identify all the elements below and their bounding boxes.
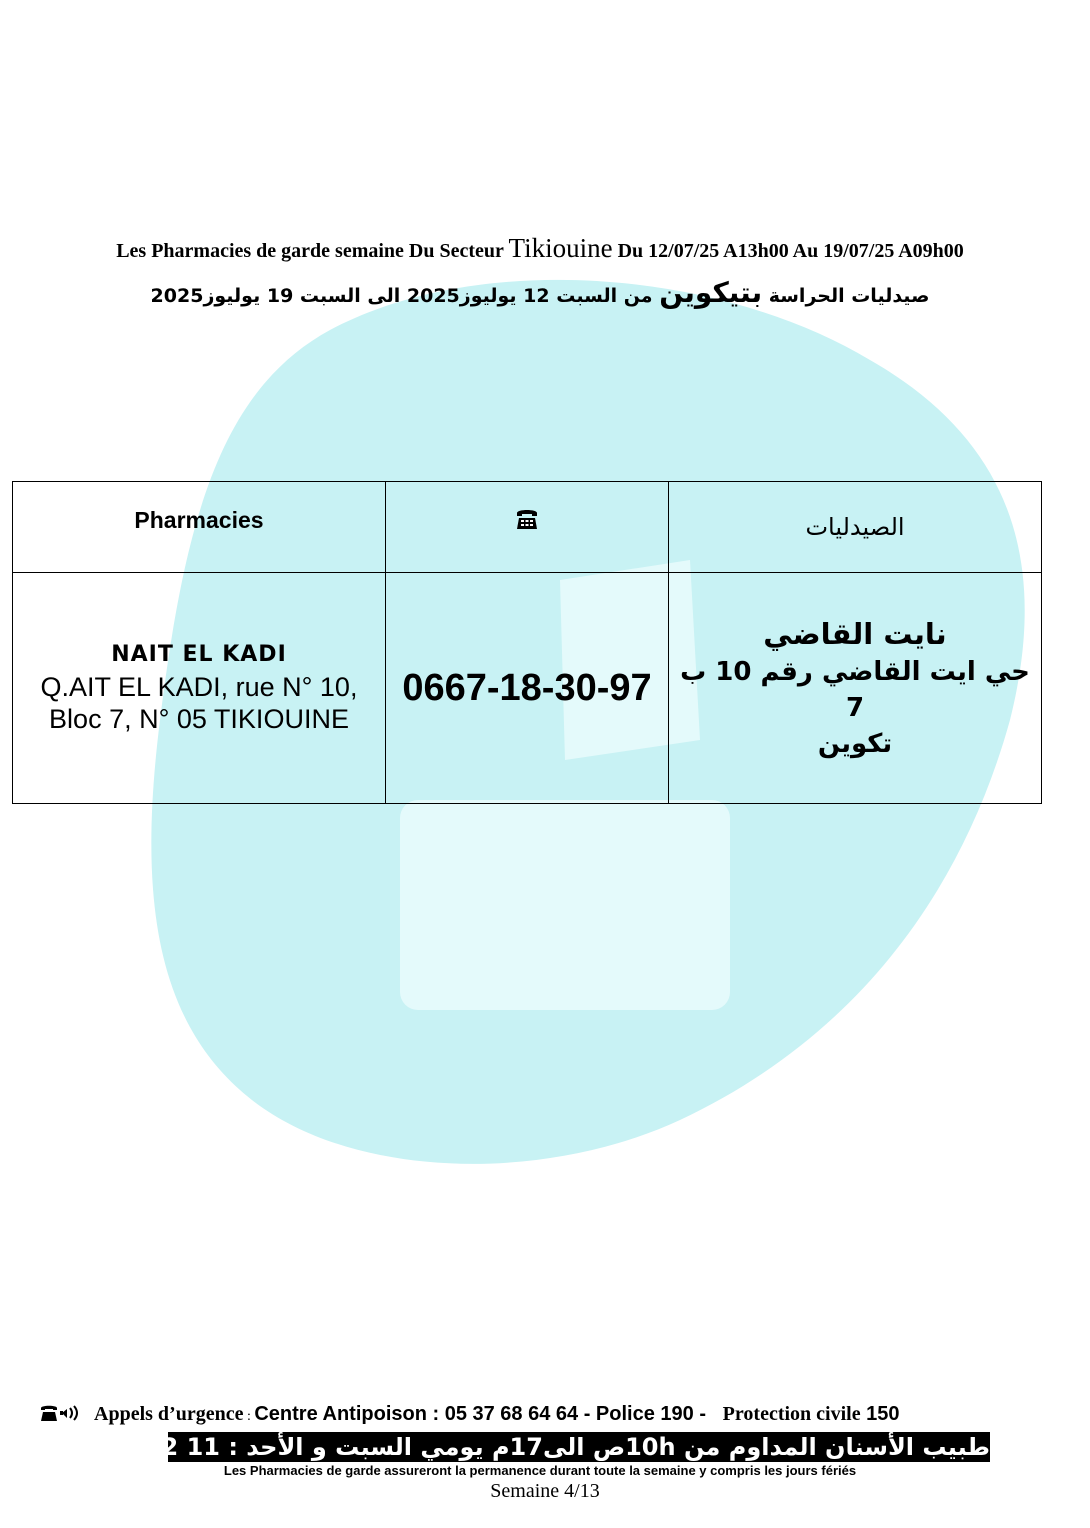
protection-civile-label: Protection civile bbox=[722, 1403, 861, 1425]
antipoison-police-text: Centre Antipoison : 05 37 68 64 64 - Police 190 - bbox=[254, 1403, 706, 1425]
header-cell-arabic bbox=[669, 482, 1042, 573]
title-arabic bbox=[0, 276, 1080, 309]
telephone-icon bbox=[514, 506, 540, 532]
pharmacy-phone: 0667-18-30-97 bbox=[402, 666, 652, 709]
title-ar-dates: من السبت 12 يوليوز2025 الى السبت 19 يوليوز2025 bbox=[150, 285, 660, 307]
protection-civile-number: 150 bbox=[860, 1403, 900, 1425]
permanence-note: Les Pharmacies de garde assureront la permanence durant toute la semaine y compris les jours fériés bbox=[223, 1463, 857, 1478]
dentist-on-duty-bar: طبيب الأسنان المداوم من 10hص الى17م يومي السبت و الأحد : 11 12 11 08 06 bbox=[19, 1433, 990, 1461]
pharmacy-phone-cell bbox=[386, 573, 669, 804]
title-fr-dates: Du 12/07/25 A13h00 Au 19/07/25 A09h00 bbox=[612, 240, 964, 262]
title-french bbox=[0, 233, 1080, 264]
title-fr-prefix: Les Pharmacies de garde semaine Du Secteur bbox=[116, 240, 509, 262]
pharmacy-address-line1: Q.AIT EL KADI, rue N° 10, bbox=[40, 671, 358, 702]
pharmacy-address-arabic-line2: تكوين bbox=[817, 729, 893, 759]
pharmacy-info-cell bbox=[13, 573, 386, 804]
header-cell-phone bbox=[386, 482, 669, 573]
pharmacy-address-line2: Bloc 7, N° 05 TIKIOUINE bbox=[49, 703, 349, 734]
header-pharmacies-label: Pharmacies bbox=[134, 506, 264, 533]
table-row bbox=[13, 573, 1042, 804]
header-cell-pharmacies bbox=[13, 482, 386, 573]
pharmacy-table bbox=[12, 481, 1042, 804]
title-ar-sector: بتيكوين bbox=[659, 276, 763, 309]
appels-urgence-label: Appels d’urgence bbox=[94, 1403, 244, 1425]
pharmacy-address-arabic-line1: حي ايت القاضي رقم 10 ب 7 bbox=[680, 657, 1030, 723]
title-ar-prefix: صيدليات الحراسة bbox=[762, 285, 930, 307]
week-number: Semaine 4/13 bbox=[490, 1480, 600, 1502]
phone-speaker-icon bbox=[40, 1403, 84, 1423]
table-header-row bbox=[13, 482, 1042, 573]
pharmacy-arabic-cell bbox=[669, 573, 1042, 804]
emergency-calls-line bbox=[40, 1403, 1000, 1426]
pharmacy-name: NAIT EL KADI bbox=[111, 641, 287, 667]
pharmacy-name-arabic: نايت القاضي bbox=[763, 617, 947, 651]
appels-colon: : bbox=[243, 1409, 255, 1424]
header-arabic-label: الصيدليات bbox=[805, 513, 905, 541]
title-fr-sector: Tikiouine bbox=[508, 233, 613, 263]
